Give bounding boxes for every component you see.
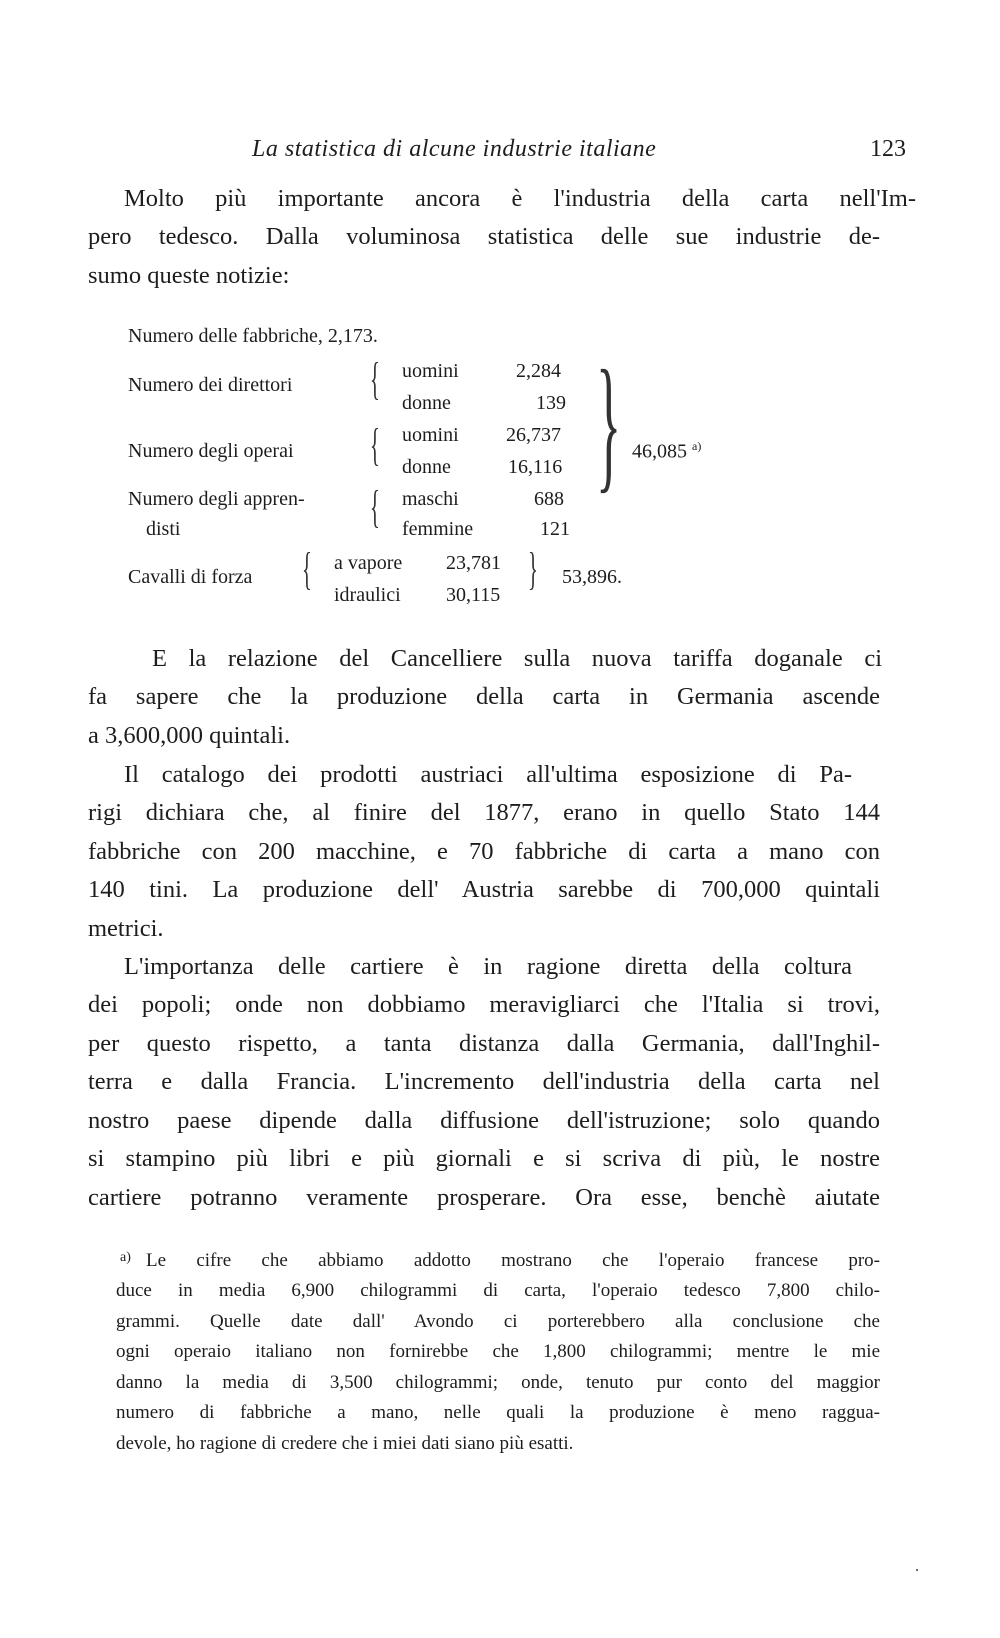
text-line: a 3,600,000 quintali. [88,721,291,749]
text-line: Molto più importante ancora è l'industria della carta nell'Im- [124,185,916,212]
row-value: 23,781 [446,552,501,574]
row-value: 16,116 [508,456,563,478]
row-value: 26,737 [506,424,561,446]
footnote-line: duce in media 6,900 chilogrammi di carta, l'operaio tedesco 7,800 chilo- [116,1280,880,1301]
apprendisti-label: Numero degli appren- [128,488,305,510]
running-title: La statistica di alcune industrie italiane [252,136,657,162]
text-line: nostro paese dipende dalla diffusione dell'istruzione; solo quando [88,1106,880,1134]
total-number: 46,085 [632,440,687,463]
cavalli-total: 53,896. [562,566,622,588]
paragraph-2 [124,756,852,795]
text-line: L'importanza delle cartiere è in ragione diretta della coltura [124,953,852,980]
operai-label: Numero degli operai [128,440,294,462]
text-line: per questo rispetto, a tanta distanza dalla Germania, dall'Inghil- [88,1029,880,1057]
paragraph-1 [116,640,962,679]
row-name: uomini [402,360,459,382]
total-value [632,439,701,464]
footnote-line: devole, ho ragione di credere che i miei dati siano più esatti. [116,1432,574,1454]
page-number: 123 [870,136,906,162]
paragraph-3-cont [88,986,880,1217]
footnote-marker: a) [120,1250,131,1265]
footnote-ref: a) [692,439,702,453]
row-name: idraulici [334,584,401,606]
row-value: 30,115 [446,584,501,606]
row-value: 121 [540,518,570,540]
brace-apprendisti: { [370,481,380,532]
text-line: 140 tini. La produzione dell' Austria sarebbe di 700,000 quintali [88,876,880,903]
text-line: cartiere potranno veramente prosperare. Ora esse, benchè aiutate [88,1183,880,1211]
paragraph-1-cont [88,678,880,755]
footnote-line: ogni operaio italiano non fornirebbe che 1,800 chilogrammi; mentre le mie [116,1341,880,1362]
row-value: 688 [534,488,564,510]
print-mark: · [914,1560,920,1580]
footnote-line: Le cifre che abbiamo addotto mostrano che l'operaio francese pro- [146,1250,880,1271]
brace-cavalli-close: } [528,543,538,594]
text-line: rigi dichiara che, al finire del 1877, erano in quello Stato 144 [88,799,880,826]
brace-cavalli: { [302,543,312,594]
apprendisti-label-cont: disti [146,518,181,540]
row-name: donne [402,456,451,478]
text-line: si stampino più libri e più giornali e si scriva di più, le nostre [88,1145,880,1172]
total-brace: } [596,340,622,506]
footnote-line: danno la media di 3,500 chilogrammi; onde, tenuto pur conto del maggior [116,1371,880,1393]
footnote-body [116,1276,880,1459]
row-name: femmine [402,518,474,540]
paragraph-3 [124,948,852,987]
row-name: maschi [402,488,459,510]
direttori-label: Numero dei direttori [128,374,293,396]
fabbriche-line: Numero delle fabbriche, 2,173. [128,325,378,347]
row-value: 2,284 [516,360,561,382]
row-value: 139 [536,392,566,414]
cavalli-label: Cavalli di forza [128,566,253,588]
footnote-first [146,1246,880,1277]
row-name: a vapore [334,552,403,574]
brace-operai: { [370,419,380,470]
paragraph-2-cont [88,794,880,948]
row-name: donne [402,392,451,414]
text-line: sumo queste notizie: [88,261,290,289]
intro-paragraph [88,180,916,219]
text-line: fabbriche con 200 macchine, e 70 fabbriche di carta a mano con [88,837,880,865]
text-line: pero tedesco. Dalla voluminosa statistica delle sue industrie de- [88,223,880,250]
intro-paragraph-cont [88,218,880,295]
text-line: terra e dalla Francia. L'incremento dell'industria della carta nel [88,1068,880,1095]
text-line: metrici. [88,914,164,942]
text-line: dei popoli; onde non dobbiamo meravigliarci che l'Italia si trovi, [88,991,880,1018]
brace-direttori: { [370,353,380,404]
footnote-line: grammi. Quelle date dall' Avondo ci porterebbero alla conclusione che [116,1310,880,1332]
text-line: Il catalogo dei prodotti austriaci all'ultima esposizione di Pa- [124,761,852,788]
text-line: E la relazione del Cancelliere sulla nuova tariffa doganale ci [152,645,882,672]
text-line: fa sapere che la produzione della carta in Germania ascende [88,683,880,710]
row-name: uomini [402,424,459,446]
footnote-line: numero di fabbriche a mano, nelle quali la produzione è meno raggua- [116,1402,880,1423]
